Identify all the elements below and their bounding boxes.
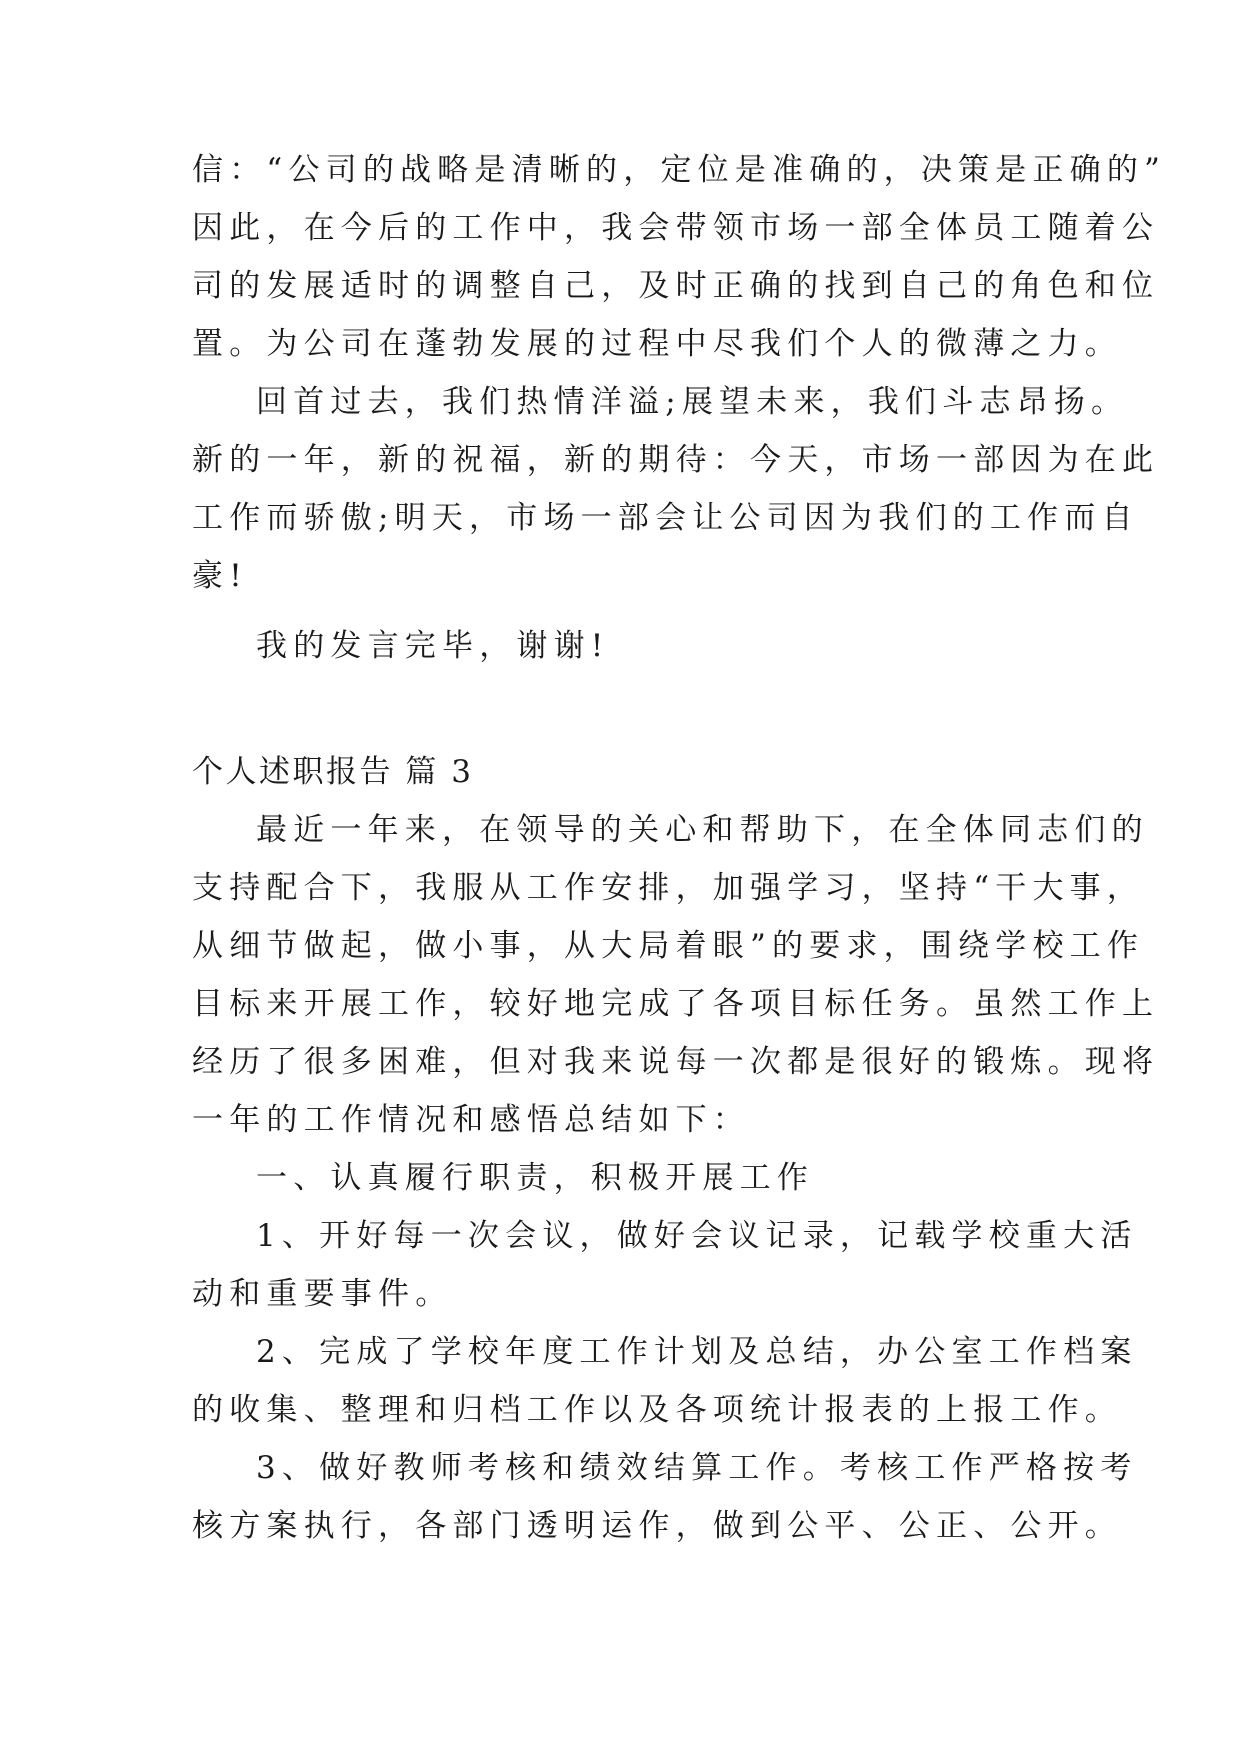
text-line: 经历了很多困难，但对我来说每一次都是很好的锻炼。现将 (192, 1044, 1160, 1080)
text-line: 最近一年来，在领导的关心和帮助下，在全体同志们的 (256, 812, 1149, 848)
text-line: 一年的工作情况和感悟总结如下： (192, 1102, 750, 1138)
text-line: 豪! (192, 558, 248, 594)
text-line: 动和重要事件。 (192, 1276, 453, 1312)
text-line: 的收集、整理和归档工作以及各项统计报表的上报工作。 (192, 1392, 1122, 1428)
text-line: 置。为公司在蓬勃发展的过程中尽我们个人的微薄之力。 (192, 326, 1122, 362)
text-line: 司的发展适时的调整自己，及时正确的找到自己的角色和位 (192, 268, 1160, 304)
list-item: 1、开好每一次会议，做好会议记录，记载学校重大活 (256, 1218, 1138, 1254)
text-line: 从细节做起，做小事，从大局着眼”的要求，围绕学校工作 (192, 928, 1145, 964)
text-line: 目标来开展工作，较好地完成了各项目标任务。虽然工作上 (192, 986, 1160, 1022)
text-line: 因此，在今后的工作中，我会带领市场一部全体员工随着公 (192, 210, 1160, 246)
text-line: 新的一年，新的祝福，新的期待：今天，市场一部因为在此 (192, 442, 1160, 478)
text-line: 工作而骄傲;明天，市场一部会让公司因为我们的工作而自 (192, 500, 1139, 536)
text-line: 支持配合下，我服从工作安排，加强学习，坚持“干大事， (192, 870, 1145, 906)
section-heading: 个人述职报告 篇 3 (192, 754, 474, 790)
list-item: 2、完成了学校年度工作计划及总结，办公室工作档案 (256, 1334, 1138, 1370)
subheading: 一、认真履行职责，积极开展工作 (256, 1160, 814, 1196)
text-line: 核方案执行，各部门透明运作，做到公平、公正、公开。 (192, 1508, 1122, 1544)
list-item: 3、做好教师考核和绩效结算工作。考核工作严格按考 (256, 1450, 1138, 1486)
text-line: 我的发言完毕，谢谢! (256, 628, 610, 664)
text-line: 信：“公司的战略是清晰的，定位是准确的，决策是正确的” (192, 152, 1167, 188)
text-line: 回首过去，我们热情洋溢;展望未来，我们斗志昂扬。 (256, 384, 1129, 420)
